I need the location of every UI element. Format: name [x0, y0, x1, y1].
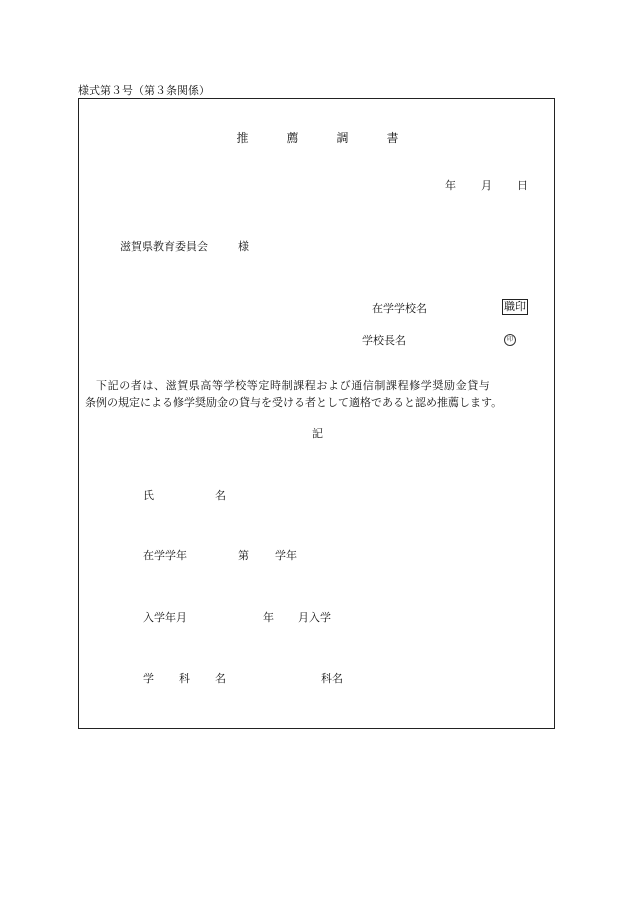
- date-year: 年: [445, 179, 456, 192]
- department-label-c: 名: [215, 672, 226, 685]
- title-char-4: 書: [386, 131, 399, 145]
- title-char-3: 調: [336, 131, 349, 145]
- title-char-2: 薦: [286, 131, 299, 145]
- ki-heading: 記: [312, 427, 323, 440]
- title-char-1: 推: [236, 131, 249, 145]
- principal-name-label: 学校長名: [362, 334, 406, 347]
- department-label-b: 科: [179, 672, 190, 685]
- official-seal-box: 職印: [504, 300, 526, 313]
- recommendation-form: [78, 98, 555, 729]
- school-name-label: 在学学校名: [372, 302, 427, 315]
- seal-mark-icon: 印: [504, 334, 516, 346]
- enrollment-label: 入学年月: [143, 611, 187, 624]
- form-number: 様式第３号（第３条関係）: [78, 84, 210, 97]
- statement-line-1: 下記の者は、滋賀県高等学校等定時制課程および通信制課程修学奨励金貸与: [96, 379, 491, 392]
- date-day: 日: [517, 179, 528, 192]
- name-label-a: 氏: [143, 489, 154, 502]
- department-label-a: 学: [143, 672, 154, 685]
- enrollment-year: 年: [263, 611, 274, 624]
- grade-prefix: 第: [238, 549, 249, 562]
- name-label-b: 名: [215, 489, 226, 502]
- document-title: [79, 129, 556, 146]
- recommendation-statement: [85, 377, 553, 411]
- addressee-honorific: 様: [238, 240, 249, 253]
- grade-suffix: 学年: [275, 549, 297, 562]
- department-suffix: 科名: [321, 672, 343, 685]
- enrollment-month: 月入学: [298, 611, 331, 624]
- grade-label: 在学学年: [143, 549, 187, 562]
- statement-line-2: 条例の規定による修学奨励金の貸与を受ける者として適格であると認め推薦します。: [85, 396, 503, 409]
- addressee-name: 滋賀県教育委員会: [120, 240, 208, 253]
- date-month: 月: [481, 179, 492, 192]
